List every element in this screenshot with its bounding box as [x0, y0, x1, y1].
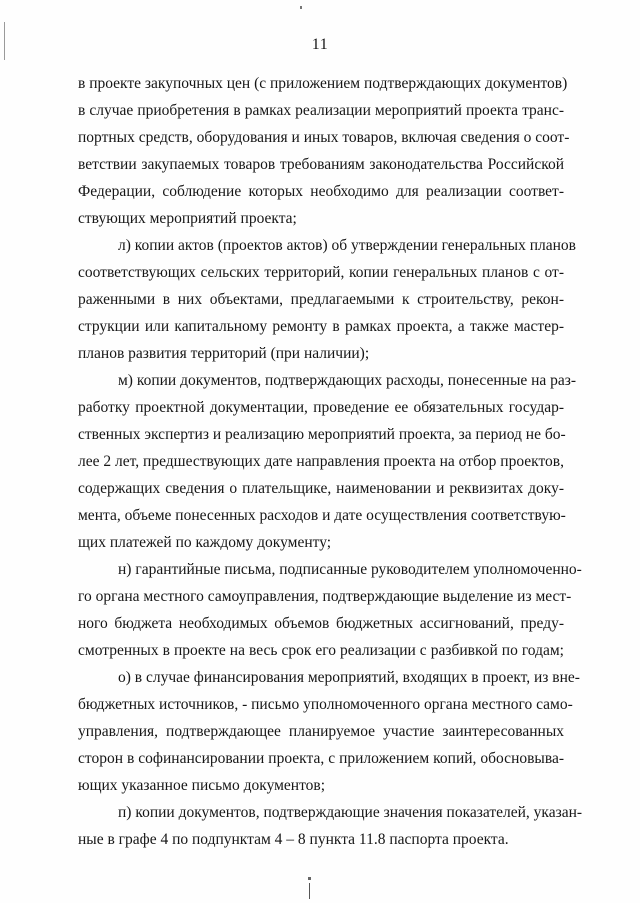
- text-line: управления, подтверждающее планируемое участие заинтересованных: [78, 723, 564, 740]
- text-line: в проекте закупочных цен (с приложением подтверждающих документов): [78, 75, 568, 92]
- text-line: в случае приобретения в рамках реализации мероприятий проекта транс-: [78, 102, 564, 119]
- scan-binding-mark: [309, 883, 310, 899]
- paragraph-l-first-line: л) копии актов (проектов актов) об утверждении генеральных планов: [118, 237, 576, 254]
- text-line: мента, объеме понесенных расходов и дате осуществления соответствую-: [78, 507, 566, 524]
- text-line: щих платежей по каждому документу;: [78, 534, 332, 551]
- text-line: Федерации, соблюдение которых необходимо для реализации соответ-: [78, 183, 564, 200]
- text-line: бюджетных источников, - письмо уполномоченного органа местного само-: [78, 696, 573, 713]
- text-line: го органа местного самоуправления, подтверждающие выделение из мест-: [78, 588, 572, 605]
- paragraph-n-first-line: н) гарантийные письма, подписанные руководителем уполномоченно-: [118, 561, 582, 578]
- text-line: смотренных в проекте на весь срок его реализации с разбивкой по годам;: [78, 642, 564, 659]
- text-line: сторон в софинансировании проекта, с приложением копий, обосновыва-: [78, 750, 564, 767]
- text-line: соответствующих сельских территорий, копии генеральных планов с от-: [78, 264, 564, 281]
- text-line: работку проектной документации, проведение ее обязательных государ-: [78, 399, 564, 416]
- scan-speck: [308, 877, 311, 880]
- text-line: ные в графе 4 по подпунктам 4 – 8 пункта 11.8 паспорта проекта.: [78, 831, 509, 848]
- page-number: 11: [311, 36, 329, 53]
- text-line: ющих указанное письмо документов;: [78, 777, 326, 794]
- paragraph-p-first-line: п) копии документов, подтверждающие значения показателей, указан-: [118, 804, 583, 821]
- text-line: планов развития территорий (при наличии);: [78, 345, 370, 362]
- text-line: раженными в них объектами, предлагаемыми к строительству, рекон-: [78, 291, 564, 308]
- text-line: лее 2 лет, предшествующих дате направления проекта на отбор проектов,: [78, 453, 564, 470]
- text-line: содержащих сведения о плательщике, наименовании и реквизитах доку-: [78, 480, 564, 497]
- text-line: портных средств, оборудования и иных товаров, включая сведения о соот-: [78, 129, 570, 146]
- text-line: ветствии закупаемых товаров требованиям законодательства Российской: [78, 156, 564, 173]
- text-line: ствующих мероприятий проекта;: [78, 210, 297, 227]
- paragraph-o-first-line: о) в случае финансирования мероприятий, входящих в проект, из вне-: [118, 669, 580, 686]
- paragraph-m-first-line: м) копии документов, подтверждающих расходы, понесенные на раз-: [118, 372, 577, 389]
- text-line: струкции или капитальному ремонту в рамках проекта, а также мастер-: [78, 318, 564, 335]
- text-line: ственных экспертиз и реализацию мероприятий проекта, за период не бо-: [78, 426, 566, 443]
- text-line: ного бюджета необходимых объемов бюджетных ассигнований, преду-: [78, 615, 564, 632]
- scan-speck: [300, 6, 302, 9]
